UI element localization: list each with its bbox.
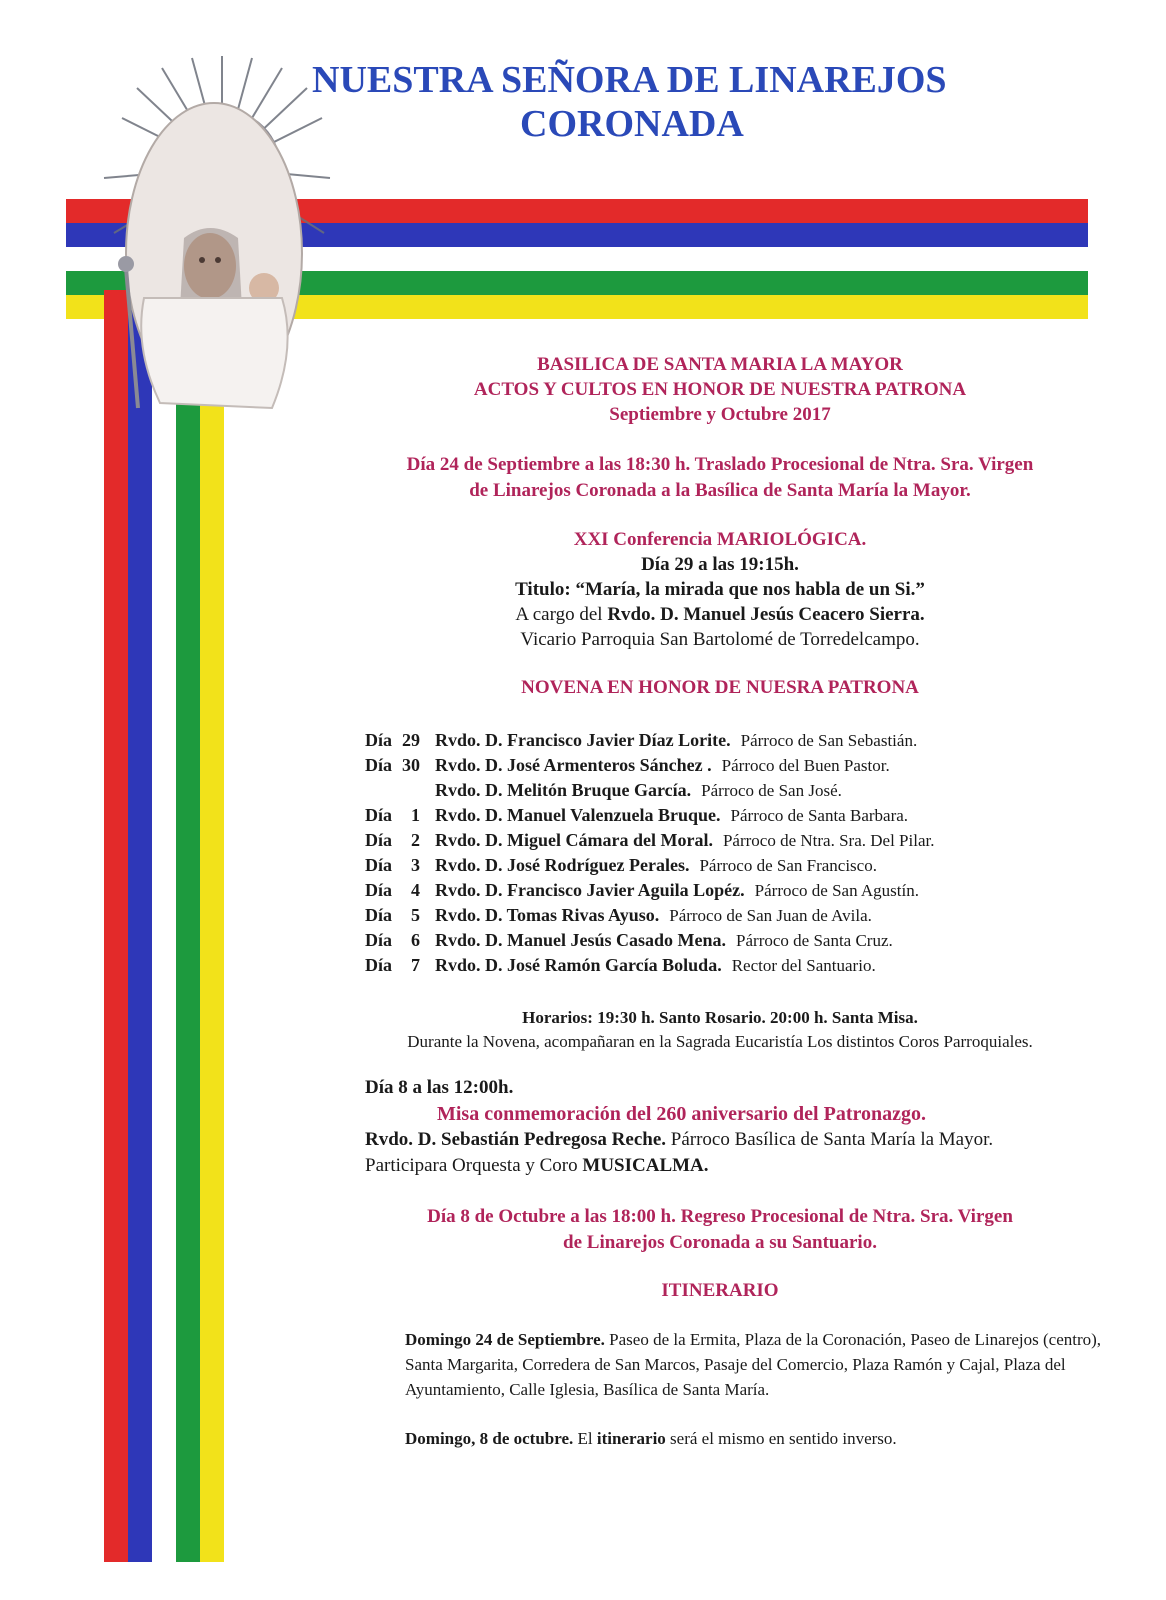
- conference-vicario: Vicario Parroquia San Bartolomé de Torredelcampo.: [520, 629, 920, 650]
- stripe-green-vertical: [176, 320, 200, 1562]
- novena-day-label: Día: [365, 905, 392, 925]
- novena-day-number: 5: [411, 905, 420, 925]
- horarios-block: [330, 1006, 1110, 1054]
- novena-day: [365, 753, 435, 778]
- itinerario-title: ITINERARIO: [661, 1280, 779, 1301]
- procession-2-line1: Día 8 de Octubre a las 18:00 h. Regreso Procesional de Ntra. Sra. Virgen: [427, 1206, 1013, 1227]
- intro-basilica: BASILICA DE SANTA MARIA LA MAYOR: [537, 354, 903, 375]
- coros-text: Durante la Novena, acompañaran en la Sagrada Eucaristía Los distintos Coros Parroquiales.: [407, 1032, 1033, 1051]
- day8-orquesta-name: MUSICALMA.: [582, 1155, 709, 1176]
- novena-day-number: 6: [411, 930, 420, 950]
- novena-day-number: 4: [411, 880, 420, 900]
- page-title: [312, 58, 947, 146]
- procession-1: [330, 452, 1110, 504]
- title-line-1: NUESTRA SEÑORA DE LINAREJOS: [312, 59, 947, 101]
- itinerario-sept-label: Domingo 24 de Septiembre.: [405, 1330, 605, 1349]
- day8-misa: Misa conmemoración del 260 aniversario del Patronazgo.: [437, 1103, 927, 1125]
- novena-priest: Rvdo. D. Manuel Jesús Casado Mena.: [435, 930, 727, 950]
- novena-day-label: Día: [365, 880, 392, 900]
- itinerario-sept: [405, 1327, 1105, 1402]
- novena-row: [365, 878, 934, 903]
- novena-day: [365, 878, 435, 903]
- novena-parish: Párroco de San Agustín.: [754, 881, 919, 900]
- novena-priest: Rvdo. D. José Rodríguez Perales.: [435, 855, 690, 875]
- novena-day: [365, 803, 435, 828]
- novena-parish: Párroco de Ntra. Sra. Del Pilar.: [722, 831, 935, 850]
- novena-row: [365, 753, 934, 778]
- novena-priest: Rvdo. D. José Armenteros Sánchez .: [435, 755, 712, 775]
- novena-row: [365, 778, 934, 803]
- novena-day-label: Día: [365, 955, 392, 975]
- title-line-2: CORONADA: [520, 103, 744, 145]
- procession-2: [330, 1204, 1110, 1256]
- novena-day: [365, 953, 435, 978]
- day8-priest-role: Párroco Basílica de Santa María la Mayor.: [670, 1129, 994, 1150]
- novena-day-number: 30: [402, 755, 420, 775]
- novena-parish: Párroco de Santa Barbara.: [730, 806, 909, 825]
- intro-actos: ACTOS Y CULTOS EN HONOR DE NUESTRA PATRONA: [473, 379, 967, 400]
- novena-day-label: Día: [365, 830, 392, 850]
- novena-day: [365, 728, 435, 753]
- novena-day-label: Día: [365, 930, 392, 950]
- procession-1-line2: de Linarejos Coronada a la Basílica de Santa María la Mayor.: [469, 480, 971, 501]
- conference-date: Día 29 a las 19:15h.: [641, 554, 799, 575]
- novena-row: [365, 828, 934, 853]
- novena-day-number: 1: [411, 805, 420, 825]
- itinerario-oct: [405, 1429, 897, 1449]
- conference-titulo: [330, 577, 1110, 602]
- novena-parish: Párroco de San Francisco.: [699, 856, 877, 875]
- novena-priest: Rvdo. D. Manuel Valenzuela Bruque.: [435, 805, 721, 825]
- conference-title: XXI Conferencia MARIOLÓGICA.: [573, 529, 867, 550]
- novena-parish: Párroco de Santa Cruz.: [736, 931, 893, 950]
- novena-parish: Párroco de San Juan de Avila.: [669, 906, 872, 925]
- novena-priest: Rvdo. D. José Ramón García Boluda.: [435, 955, 722, 975]
- novena-row: [365, 853, 934, 878]
- novena-parish: Párroco del Buen Pastor.: [721, 756, 890, 775]
- day8-block: [365, 1075, 993, 1179]
- novena-day: [365, 778, 435, 803]
- day8-orquesta-prefix: Participara Orquesta y Coro: [365, 1155, 578, 1176]
- novena-day-label: Día: [365, 730, 392, 750]
- day8-priest-line: [365, 1127, 993, 1153]
- novena-parish: Rector del Santuario.: [731, 956, 876, 975]
- novena-row: [365, 903, 934, 928]
- conference-titulo-label: Titulo:: [515, 579, 571, 600]
- conference-speaker: Rvdo. D. Manuel Jesús Ceacero Sierra.: [607, 604, 925, 625]
- intro-block: [330, 352, 1110, 427]
- novena-day-number: 7: [411, 955, 420, 975]
- procession-2-line2: de Linarejos Coronada a su Santuario.: [563, 1232, 877, 1253]
- conference-cargo-prefix: A cargo del: [515, 604, 603, 625]
- novena-day: [365, 828, 435, 853]
- novena-day-label: Día: [365, 855, 392, 875]
- conference-block: [330, 527, 1110, 652]
- novena-day-number: 2: [411, 830, 420, 850]
- novena-priest: Rvdo. D. Melitón Bruque García.: [435, 780, 692, 800]
- itinerario-oct-text1: El: [577, 1429, 593, 1448]
- novena-priest: Rvdo. D. Francisco Javier Aguila Lopéz.: [435, 880, 745, 900]
- day8-orquesta-line: [365, 1153, 993, 1179]
- novena-day-number: 29: [402, 730, 420, 750]
- novena-row: [365, 728, 934, 753]
- itinerario-oct-text2: será el mismo en sentido inverso.: [670, 1429, 897, 1448]
- conference-titulo-text: “María, la mirada que nos habla de un Si.”: [575, 579, 925, 600]
- novena-priest: Rvdo. D. Miguel Cámara del Moral.: [435, 830, 713, 850]
- itinerario-sept-text: Paseo de la Ermita, Plaza de la Coronación, Paseo de Linarejos (centro), Santa Margarita, Corredera de San Marcos, Pasaje del Comercio, Plaza Ramón y Cajal, Plaza del Ayuntamiento, Calle Iglesia, Basílica de Santa María.: [405, 1330, 1102, 1399]
- day8-date: Día 8 a las 12:00h.: [365, 1077, 514, 1098]
- novena-priest: Rvdo. D. Francisco Javier Díaz Lorite.: [435, 730, 731, 750]
- novena-row: [365, 953, 934, 978]
- day8-priest: Rvdo. D. Sebastián Pedregosa Reche.: [365, 1129, 667, 1150]
- procession-1-line1: Día 24 de Septiembre a las 18:30 h. Traslado Procesional de Ntra. Sra. Virgen: [406, 454, 1034, 475]
- stripe-yellow-vertical: [200, 320, 224, 1562]
- stripe-red-vertical: [104, 290, 128, 1562]
- horarios-text: Horarios: 19:30 h. Santo Rosario. 20:00 h. Santa Misa.: [522, 1008, 918, 1027]
- novena-day: [365, 853, 435, 878]
- novena-day: [365, 903, 435, 928]
- novena-day-number: 3: [411, 855, 420, 875]
- novena-parish: Párroco de San José.: [701, 781, 842, 800]
- virgin-statue-image: [92, 48, 332, 428]
- intro-date: Septiembre y Octubre 2017: [609, 404, 831, 425]
- itinerario-oct-label: Domingo, 8 de octubre.: [405, 1429, 574, 1448]
- novena-row: [365, 803, 934, 828]
- novena-day-label: Día: [365, 755, 392, 775]
- conference-cargo: [330, 602, 1110, 627]
- novena-row: [365, 928, 934, 953]
- novena-priest: Rvdo. D. Tomas Rivas Ayuso.: [435, 905, 660, 925]
- novena-day: [365, 928, 435, 953]
- novena-day-label: Día: [365, 805, 392, 825]
- stripe-blue-vertical: [128, 290, 152, 1562]
- itinerario-oct-bold: itinerario: [596, 1429, 666, 1448]
- novena-title: NOVENA EN HONOR DE NUESRA PATRONA: [521, 677, 919, 698]
- novena-list: [365, 728, 934, 978]
- novena-parish: Párroco de San Sebastián.: [740, 731, 918, 750]
